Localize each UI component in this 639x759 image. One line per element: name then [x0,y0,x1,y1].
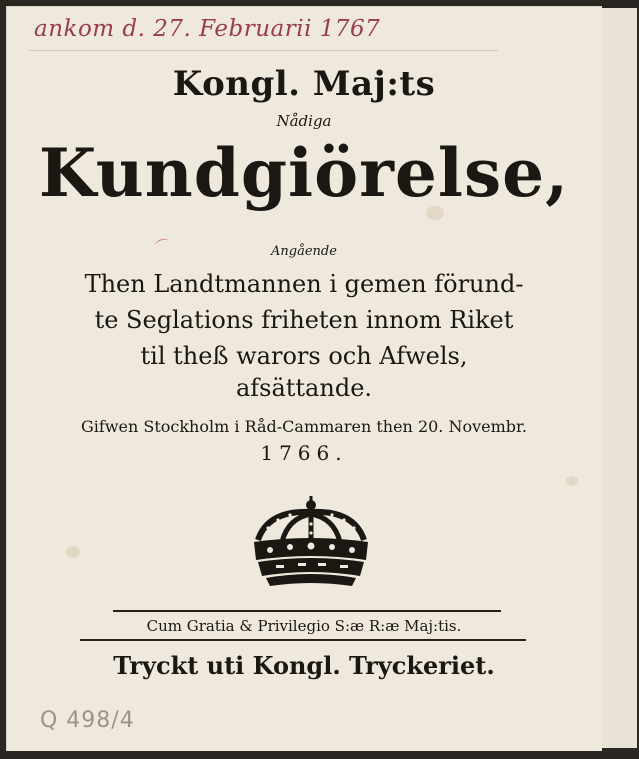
imprint-top-rule [113,610,501,612]
pencil-tick-mark: ⌒ [154,237,173,257]
handwritten-receipt-note: ankom d. 27. Februarii 1767 [34,16,381,42]
subject-line-3: til theß warors och Afwels, [140,342,468,370]
given-at-line: Gifwen Stockholm i Råd-Cammaren then 20. Novembr. [81,417,527,436]
subject-line-4: afsättande. [235,374,373,402]
privilege-statement: Cum Gratia & Privilegio S:æ R:æ Maj:tis. [146,617,462,635]
subject-line-2: te Seglations friheten innom Riket [94,306,514,334]
foxing-spot [66,546,80,558]
underlying-page-edge [598,8,637,748]
subject-line-1: Then Landtmannen i gemen förund- [84,270,524,298]
title-line-angaende: Angående [271,244,337,259]
title-page [6,6,602,751]
royal-crown-icon [248,496,374,588]
title-line-kundgiorelse: Kundgiörelse, [38,134,570,212]
note-baseline [28,50,498,51]
publication-year: 1766. [260,441,348,465]
title-line-kongl-majts: Kongl. Maj:ts [172,64,436,104]
title-line-nadiga: Nådiga [276,112,332,130]
imprint-bottom-rule [80,639,526,641]
foxing-spot [566,476,578,486]
pencil-shelfmark: Q 498/4 [40,708,135,733]
printer-statement: Tryckt uti Kongl. Tryckeriet. [113,651,495,680]
